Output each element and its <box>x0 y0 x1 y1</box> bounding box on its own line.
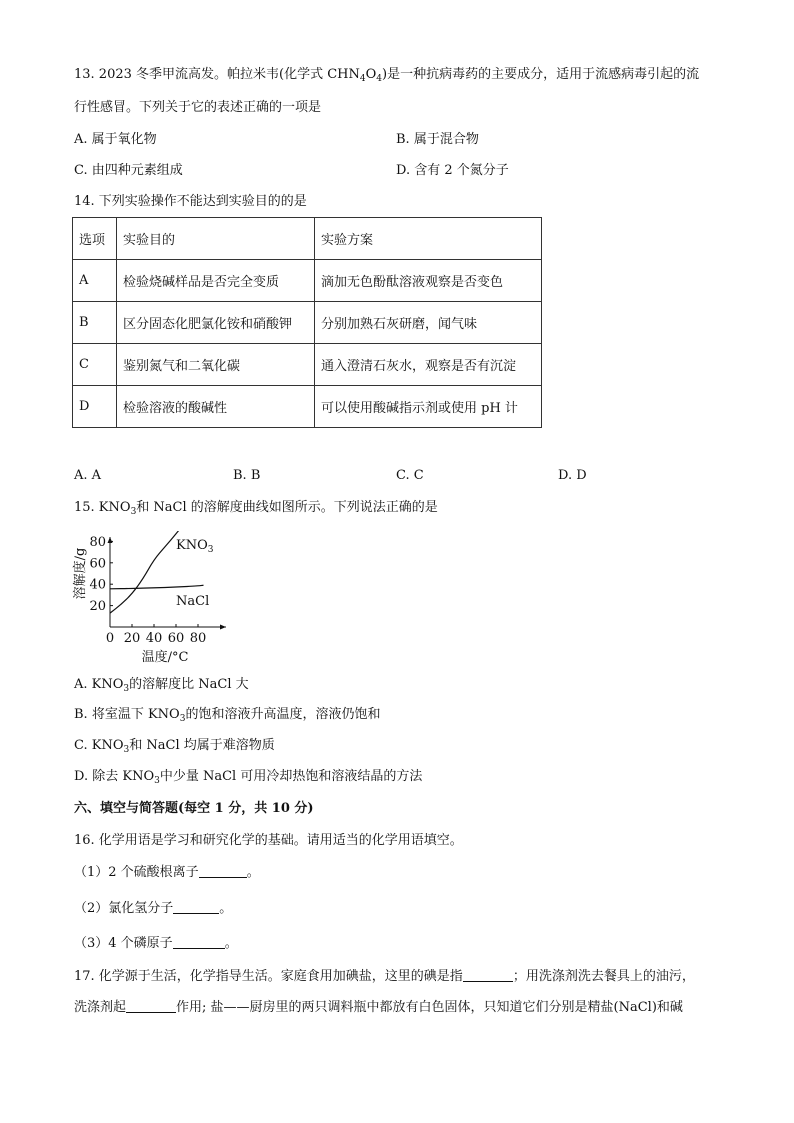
q17-line1: 17. 化学源于生活，化学指导生活。家庭食用加碘盐，这里的碘是指 ；用洗涤剂洗去餐具上的油污， <box>74 969 695 984</box>
table-cell: A <box>73 260 117 302</box>
q15-option-b: B. 将室温下 $KNO_3$的饱和溶液升高温度，溶液仍饱和 <box>74 707 381 724</box>
y-axis-label: 溶解度/g <box>73 547 88 600</box>
table-header-cell: 选项 <box>73 218 117 260</box>
x-tick-label: 20 <box>123 631 141 646</box>
q15-option-c: C. $KNO_3$和 NaCl 均属于难溶物质 <box>74 738 275 755</box>
y-tick-label: 40 <box>89 577 106 593</box>
q16-item-3: （3）4 个磷原子 。 <box>74 936 238 951</box>
section-title: 六、填空与简答题(每空 1 分，共 10 分) <box>74 801 314 816</box>
x-axis-label: 温度/°C <box>141 650 189 665</box>
y-tick-label: 80 <box>89 534 106 550</box>
q13-option-c: C. 由四种元素组成 <box>74 163 183 178</box>
table-cell: B <box>73 302 117 344</box>
answer-blank[interactable] <box>126 999 176 1013</box>
table-row <box>73 386 542 428</box>
q15-option-d: D. 除去 $KNO_3$中少量 NaCl 可用冷却热饱和溶液结晶的方法 <box>74 769 423 786</box>
table-row <box>73 302 542 344</box>
x-axis-arrow <box>220 625 226 630</box>
x-tick-label: 80 <box>189 631 207 646</box>
table-header-cell: 实验方案 <box>315 218 542 260</box>
answer-blank[interactable] <box>173 935 225 949</box>
q16-item-1: （1）2 个硫酸根离子 。 <box>74 865 260 880</box>
answer-blank[interactable] <box>173 900 219 914</box>
q13-option-d: D. 含有 2 个氮分子 <box>396 163 509 178</box>
x-tick-label: 0 <box>105 631 115 646</box>
series-label-nacl: NaCl <box>176 594 210 609</box>
solubility-chart <box>68 531 238 666</box>
q15-option-a: A. $KNO_3$的溶解度比 NaCl 大 <box>74 677 249 694</box>
experiment-table <box>72 217 542 428</box>
table-row <box>73 344 542 386</box>
q14-option-a: A. A <box>74 468 102 483</box>
q15-stem: 15. $KNO_3$和 NaCl 的溶解度曲线如图所示。下列说法正确的是 <box>74 500 438 517</box>
q14-stem: 14. 下列实验操作不能达到实验目的的是 <box>74 194 307 209</box>
table-cell: 通入澄清石灰水，观察是否有沉淀 <box>315 344 542 386</box>
q14-option-c: C. C <box>396 468 424 483</box>
x-tick-label: 60 <box>167 631 185 646</box>
series-label-kno3: $KNO_3$ <box>176 538 214 555</box>
table-cell: 区分固态化肥氯化铵和硝酸钾 <box>117 302 315 344</box>
answer-blank[interactable] <box>463 968 513 982</box>
q14-option-d: D. D <box>558 468 587 483</box>
x-tick-label: 40 <box>145 631 163 646</box>
q17-line2: 洗涤剂起 作用; 盐——厨房里的两只调料瓶中都放有白色固体，只知道它们分别是精盐(NaCl)和碱 <box>74 1000 683 1015</box>
answer-blank[interactable] <box>199 864 247 878</box>
table-header-row <box>73 218 542 260</box>
q13-option-b: B. 属于混合物 <box>396 132 479 147</box>
table-cell: D <box>73 386 117 428</box>
series-line-nacl <box>110 585 204 589</box>
table-row <box>73 260 542 302</box>
table-cell: 鉴别氮气和二氧化碳 <box>117 344 315 386</box>
table-cell: 分别加熟石灰研磨，闻气味 <box>315 302 542 344</box>
q13-line2: 行性感冒。下列关于它的表述正确的一项是 <box>74 100 322 115</box>
table-cell: 滴加无色酚酞溶液观察是否变色 <box>315 260 542 302</box>
y-tick-label: 20 <box>89 599 106 615</box>
table-cell: 检验烧碱样品是否完全变质 <box>117 260 315 302</box>
y-axis-arrow <box>108 537 113 543</box>
table-header-cell: 实验目的 <box>117 218 315 260</box>
q16-stem: 16. 化学用语是学习和研究化学的基础。请用适当的化学用语填空。 <box>74 833 463 848</box>
q13-option-a: A. 属于氧化物 <box>74 132 157 147</box>
q16-item-2: （2）氯化氢分子 。 <box>74 901 233 916</box>
y-tick-label: 60 <box>89 556 106 572</box>
table-cell: 可以使用酸碱指示剂或使用 pH 计 <box>315 386 542 428</box>
table-cell: 检验溶液的酸碱性 <box>117 386 315 428</box>
table-cell: C <box>73 344 117 386</box>
q13-line1: 13. 2023 冬季甲流高发。帕拉米韦(化学式 $CHN_4O_4$)是一种抗病毒药的主要成分，适用于流感病毒引起的流 <box>74 67 700 84</box>
q14-option-b: B. B <box>233 468 261 483</box>
